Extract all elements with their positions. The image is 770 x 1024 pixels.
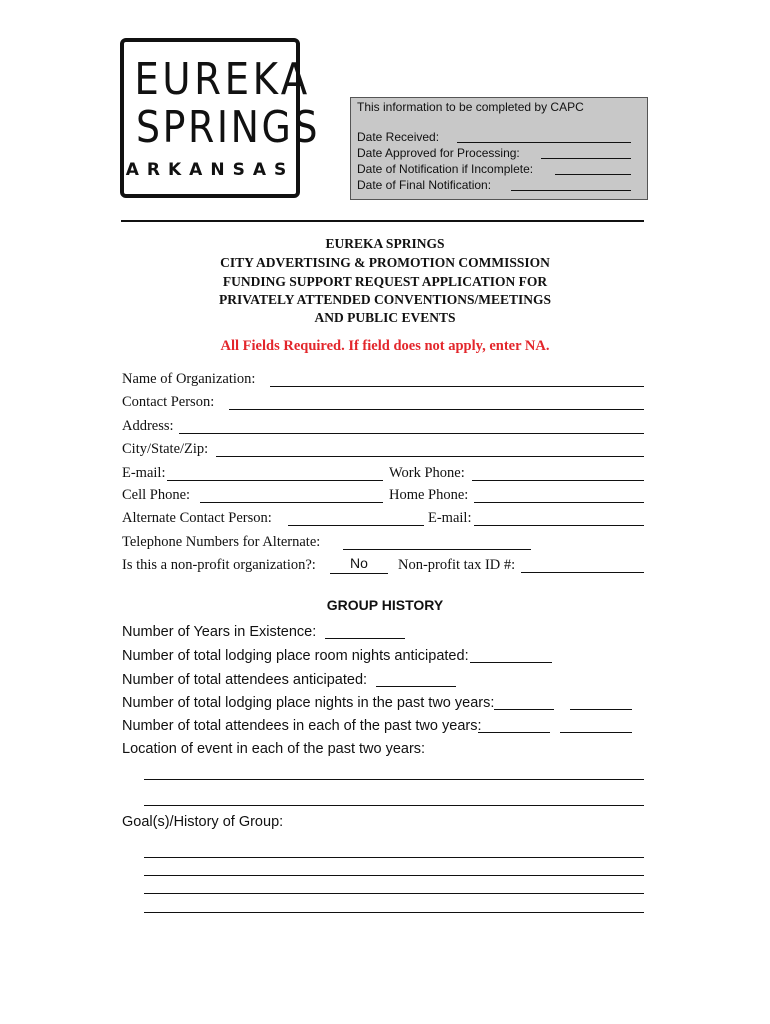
alternate-phone-label: Telephone Numbers for Alternate:: [122, 534, 321, 550]
date-final-line: [511, 190, 631, 191]
past-nights-label: Number of total lodging place nights in the past two years:: [122, 695, 495, 711]
attendees-field[interactable]: [376, 686, 456, 687]
alternate-contact-field[interactable]: [288, 525, 424, 526]
name-of-organization-label: Name of Organization:: [122, 371, 256, 387]
logo-line-arkansas: ARKANSAS: [125, 160, 295, 180]
goals-field-line-3[interactable]: [144, 893, 644, 894]
home-phone-field[interactable]: [474, 502, 644, 503]
tax-id-field[interactable]: [521, 572, 644, 573]
logo-line-eureka: EUREKA: [134, 54, 311, 105]
title-line-1: EUREKA SPRINGS: [325, 236, 445, 251]
home-phone-label: Home Phone:: [389, 487, 469, 503]
date-incomplete-label: Date of Notification if Incomplete:: [357, 162, 534, 176]
date-received-line: [457, 142, 631, 143]
nonprofit-answer-field: [330, 573, 388, 574]
title-line-2: CITY ADVERTISING & PROMOTION COMMISSION: [220, 255, 550, 270]
goals-field-line-1[interactable]: [144, 857, 644, 858]
past-nights-field-2[interactable]: [570, 709, 632, 710]
header-divider: [121, 220, 644, 222]
city-state-zip-field[interactable]: [216, 456, 644, 457]
location-label: Location of event in each of the past two years:: [122, 741, 426, 757]
date-approved-line: [541, 158, 631, 159]
alternate-phone-field[interactable]: [343, 549, 531, 550]
date-approved-label: Date Approved for Processing:: [357, 146, 520, 160]
goals-field-line-2[interactable]: [144, 875, 644, 876]
title-line-4: PRIVATELY ATTENDED CONVENTIONS/MEETINGS: [218, 292, 552, 307]
room-nights-label: Number of total lodging place room nights anticipated:: [122, 648, 469, 664]
tax-id-label: Non-profit tax ID #:: [398, 557, 516, 573]
cell-phone-field[interactable]: [200, 502, 383, 503]
cell-phone-label: Cell Phone:: [122, 487, 191, 503]
name-of-organization-field[interactable]: [270, 386, 644, 387]
alternate-email-label: E-mail:: [428, 510, 472, 526]
years-in-existence-label: Number of Years in Existence:: [122, 624, 317, 640]
email-label: E-mail:: [122, 465, 166, 481]
date-final-label: Date of Final Notification:: [357, 178, 492, 192]
date-received-label: Date Received:: [357, 130, 440, 144]
alternate-contact-label: Alternate Contact Person:: [122, 510, 272, 526]
title-line-3: FUNDING SUPPORT REQUEST APPLICATION FOR: [222, 274, 548, 289]
contact-person-label: Contact Person:: [122, 394, 215, 410]
location-field-line-1[interactable]: [144, 779, 644, 780]
goals-label: Goal(s)/History of Group:: [122, 814, 284, 830]
required-fields-notice: All Fields Required. If field does not apply, enter NA.: [220, 338, 550, 354]
alternate-email-field[interactable]: [474, 525, 644, 526]
work-phone-field[interactable]: [472, 480, 644, 481]
goals-field-line-4[interactable]: [144, 912, 644, 913]
capc-heading: This information to be completed by CAPC: [357, 100, 584, 114]
address-label: Address:: [122, 418, 174, 434]
date-incomplete-line: [555, 174, 631, 175]
work-phone-label: Work Phone:: [389, 465, 465, 481]
capc-office-use-box: [350, 97, 648, 200]
past-nights-field-1[interactable]: [494, 709, 554, 710]
room-nights-field[interactable]: [470, 662, 552, 663]
location-field-line-2[interactable]: [144, 805, 644, 806]
address-field[interactable]: [179, 433, 644, 434]
past-attendees-field-1[interactable]: [478, 732, 550, 733]
group-history-heading: GROUP HISTORY: [326, 597, 444, 613]
logo-line-springs: SPRINGS: [136, 102, 321, 153]
nonprofit-answer-value[interactable]: No: [350, 555, 368, 571]
past-attendees-label: Number of total attendees in each of the past two years:: [122, 718, 482, 734]
title-line-5: AND PUBLIC EVENTS: [314, 310, 456, 325]
past-attendees-field-2[interactable]: [560, 732, 632, 733]
nonprofit-question-label: Is this a non-profit organization?:: [122, 557, 316, 573]
years-in-existence-field[interactable]: [325, 638, 405, 639]
attendees-label: Number of total attendees anticipated:: [122, 672, 368, 688]
eureka-springs-logo: [120, 38, 321, 198]
contact-person-field[interactable]: [229, 409, 644, 410]
city-state-zip-label: City/State/Zip:: [122, 441, 209, 457]
email-field[interactable]: [167, 480, 383, 481]
